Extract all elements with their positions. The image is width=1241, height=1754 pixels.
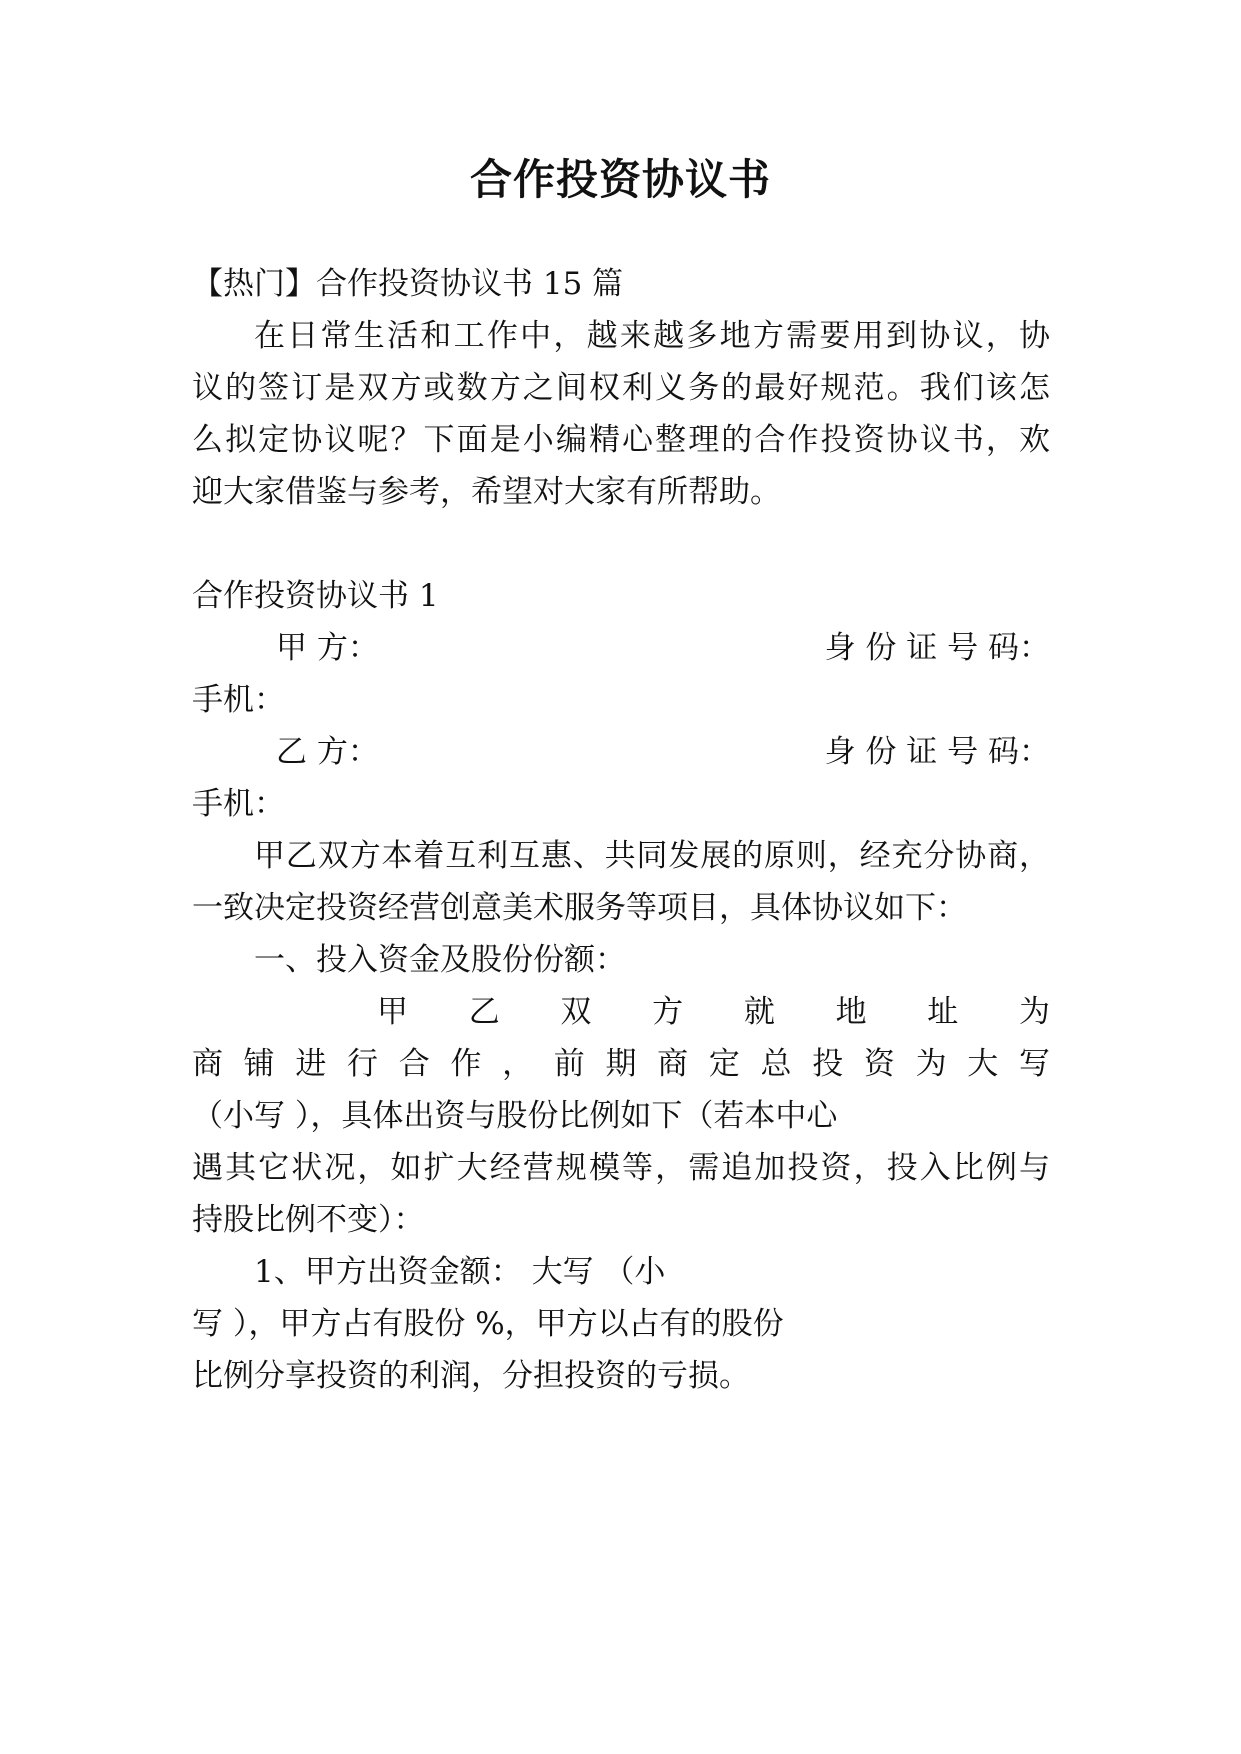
party-a-id-label: 身 份 证 号 码： — [824, 630, 1050, 666]
principle-line-1: 甲乙双方本着互利互惠、共同发展的原则，经充分协商， — [254, 838, 1050, 874]
item-1-line-3: 比例分享投资的利润，分担投资的亏损。 — [192, 1358, 750, 1394]
document-title: 合作投资协议书 — [469, 155, 771, 204]
party-b-label: 乙 方： — [276, 734, 379, 770]
intro-line-2: 议的签订是双方或数方之间权利义务的最好规范。我们该怎 — [192, 370, 1050, 406]
intro-line-3: 么拟定协议呢？下面是小编精心整理的合作投资协议书，欢 — [192, 422, 1050, 458]
clause-1-line-2: 商 铺 进 行 合 作 ， 前 期 商 定 总 投 资 为 大 写 — [192, 1046, 1050, 1082]
clause-1-heading: 一、投入资金及股份份额： — [254, 942, 626, 978]
party-a-phone-label: 手机： — [192, 682, 285, 718]
section-heading: 合作投资协议书 1 — [192, 578, 439, 614]
intro-line-4: 迎大家借鉴与参考，希望对大家有所帮助。 — [192, 474, 781, 510]
clause-1-line-4: 遇其它状况，如扩大经营规模等，需追加投资，投入比例与 — [192, 1150, 1050, 1186]
clause-1-line-5: 持股比例不变）： — [192, 1202, 425, 1238]
item-1-line-2: 写 ），甲方占有股份 %，甲方以占有的股份 — [192, 1306, 784, 1342]
party-b-phone-label: 手机： — [192, 786, 285, 822]
principle-line-2: 一致决定投资经营创意美术服务等项目，具体协议如下： — [192, 890, 967, 926]
clause-1-line-3: （小写 ），具体出资与股份比例如下（若本中心 — [192, 1098, 838, 1134]
party-b-id-label: 身 份 证 号 码： — [824, 734, 1050, 770]
clause-1-line-1: 甲 乙 双 方 就 地 址 为 — [377, 994, 1050, 1030]
document-subtitle: 【热门】合作投资协议书 15 篇 — [192, 266, 624, 302]
item-1-line-1: 1、甲方出资金额： 大写 （小 — [254, 1254, 666, 1290]
intro-line-1: 在日常生活和工作中，越来越多地方需要用到协议，协 — [254, 318, 1050, 354]
party-a-label: 甲 方： — [276, 630, 379, 666]
